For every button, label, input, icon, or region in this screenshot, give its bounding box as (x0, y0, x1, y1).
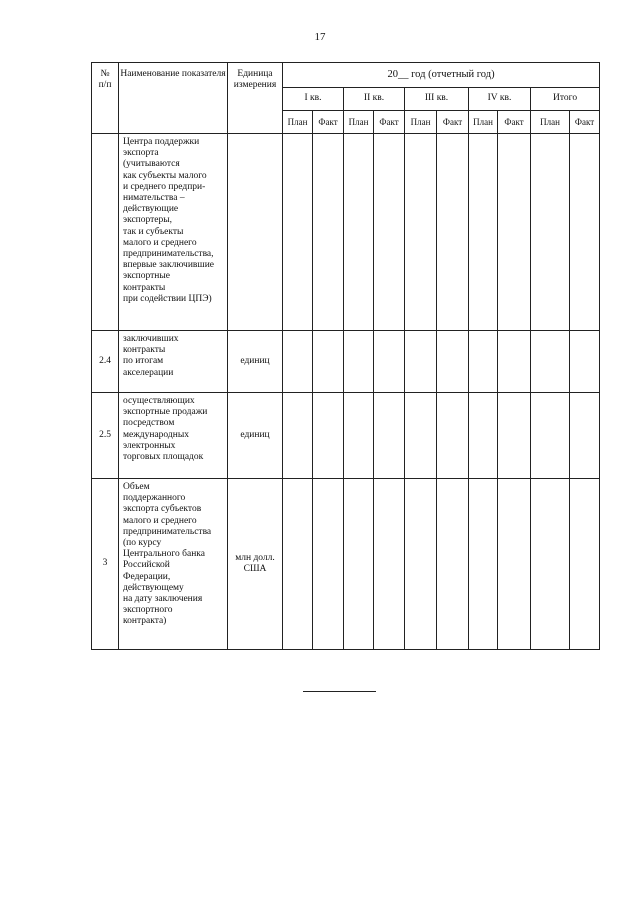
row-indicator-name: Центра поддержки экспорта (учитываются как субъекты малого и среднего предпри- нимательства – действующие экспортеры, так и субъекты малого и среднего предпринимательства, впервые заключившие экспортные контракты при содействии ЦПЭ) (119, 134, 228, 331)
row-number (92, 134, 119, 331)
value-cell (344, 393, 374, 479)
indicator-table (91, 62, 600, 650)
header-period-total: Итого (531, 88, 600, 111)
row-unit: единиц (228, 393, 283, 479)
value-cell (531, 393, 570, 479)
value-cell (531, 479, 570, 650)
value-cell (283, 393, 313, 479)
value-cell (498, 331, 531, 393)
header-plan: План (344, 111, 374, 134)
header-plan: План (531, 111, 570, 134)
table-row (92, 134, 600, 331)
value-cell (313, 331, 344, 393)
row-unit (228, 134, 283, 331)
row-unit: млн долл. США (228, 479, 283, 650)
value-cell (374, 134, 405, 331)
value-cell (344, 479, 374, 650)
page-number: 17 (314, 31, 326, 43)
header-fact: Факт (374, 111, 405, 134)
value-cell (313, 393, 344, 479)
header-number: № п/п (92, 63, 119, 134)
value-cell (498, 134, 531, 331)
value-cell (283, 134, 313, 331)
value-cell (570, 393, 600, 479)
value-cell (374, 479, 405, 650)
value-cell (313, 134, 344, 331)
value-cell (344, 134, 374, 331)
value-cell (469, 331, 498, 393)
row-unit: единиц (228, 331, 283, 393)
row-indicator-name: осуществляющих экспортные продажи посредством международных электронных торговых площадок (119, 393, 228, 479)
value-cell (570, 479, 600, 650)
header-period-q4: IV кв. (469, 88, 531, 111)
header-indicator-name: Наименование показателя (119, 63, 228, 134)
row-indicator-name: Объем поддержанного экспорта субъектов малого и среднего предпринимательства (по курсу Центрального банка Российской Федерации, действующему на дату заключения экспортного контракта) (119, 479, 228, 650)
header-period-q3: III кв. (405, 88, 469, 111)
header-plan: План (405, 111, 437, 134)
table-row (92, 393, 600, 479)
header-period-q2: II кв. (344, 88, 405, 111)
value-cell (437, 134, 469, 331)
value-cell (283, 479, 313, 650)
value-cell (531, 331, 570, 393)
value-cell (531, 134, 570, 331)
value-cell (405, 479, 437, 650)
row-indicator-name: заключивших контракты по итогам акселерации (119, 331, 228, 393)
header-fact: Факт (498, 111, 531, 134)
row-number: 3 (92, 479, 119, 650)
header-fact: Факт (437, 111, 469, 134)
value-cell (374, 393, 405, 479)
value-cell (405, 331, 437, 393)
value-cell (313, 479, 344, 650)
header-fact: Факт (313, 111, 344, 134)
row-number: 2.5 (92, 393, 119, 479)
value-cell (570, 134, 600, 331)
header-reporting-year: 20__ год (отчетный год) (283, 63, 600, 88)
value-cell (469, 134, 498, 331)
value-cell (469, 479, 498, 650)
value-cell (437, 393, 469, 479)
value-cell (283, 331, 313, 393)
value-cell (469, 393, 498, 479)
value-cell (344, 331, 374, 393)
value-cell (570, 331, 600, 393)
value-cell (498, 393, 531, 479)
value-cell (498, 479, 531, 650)
header-unit: Единица измерения (228, 63, 283, 134)
value-cell (405, 134, 437, 331)
header-fact: Факт (570, 111, 600, 134)
closing-rule-line (303, 691, 376, 692)
table-row (92, 479, 600, 650)
row-number: 2.4 (92, 331, 119, 393)
header-plan: План (469, 111, 498, 134)
value-cell (437, 331, 469, 393)
value-cell (405, 393, 437, 479)
value-cell (437, 479, 469, 650)
header-plan: План (283, 111, 313, 134)
header-period-q1: I кв. (283, 88, 344, 111)
value-cell (374, 331, 405, 393)
table-row (92, 331, 600, 393)
